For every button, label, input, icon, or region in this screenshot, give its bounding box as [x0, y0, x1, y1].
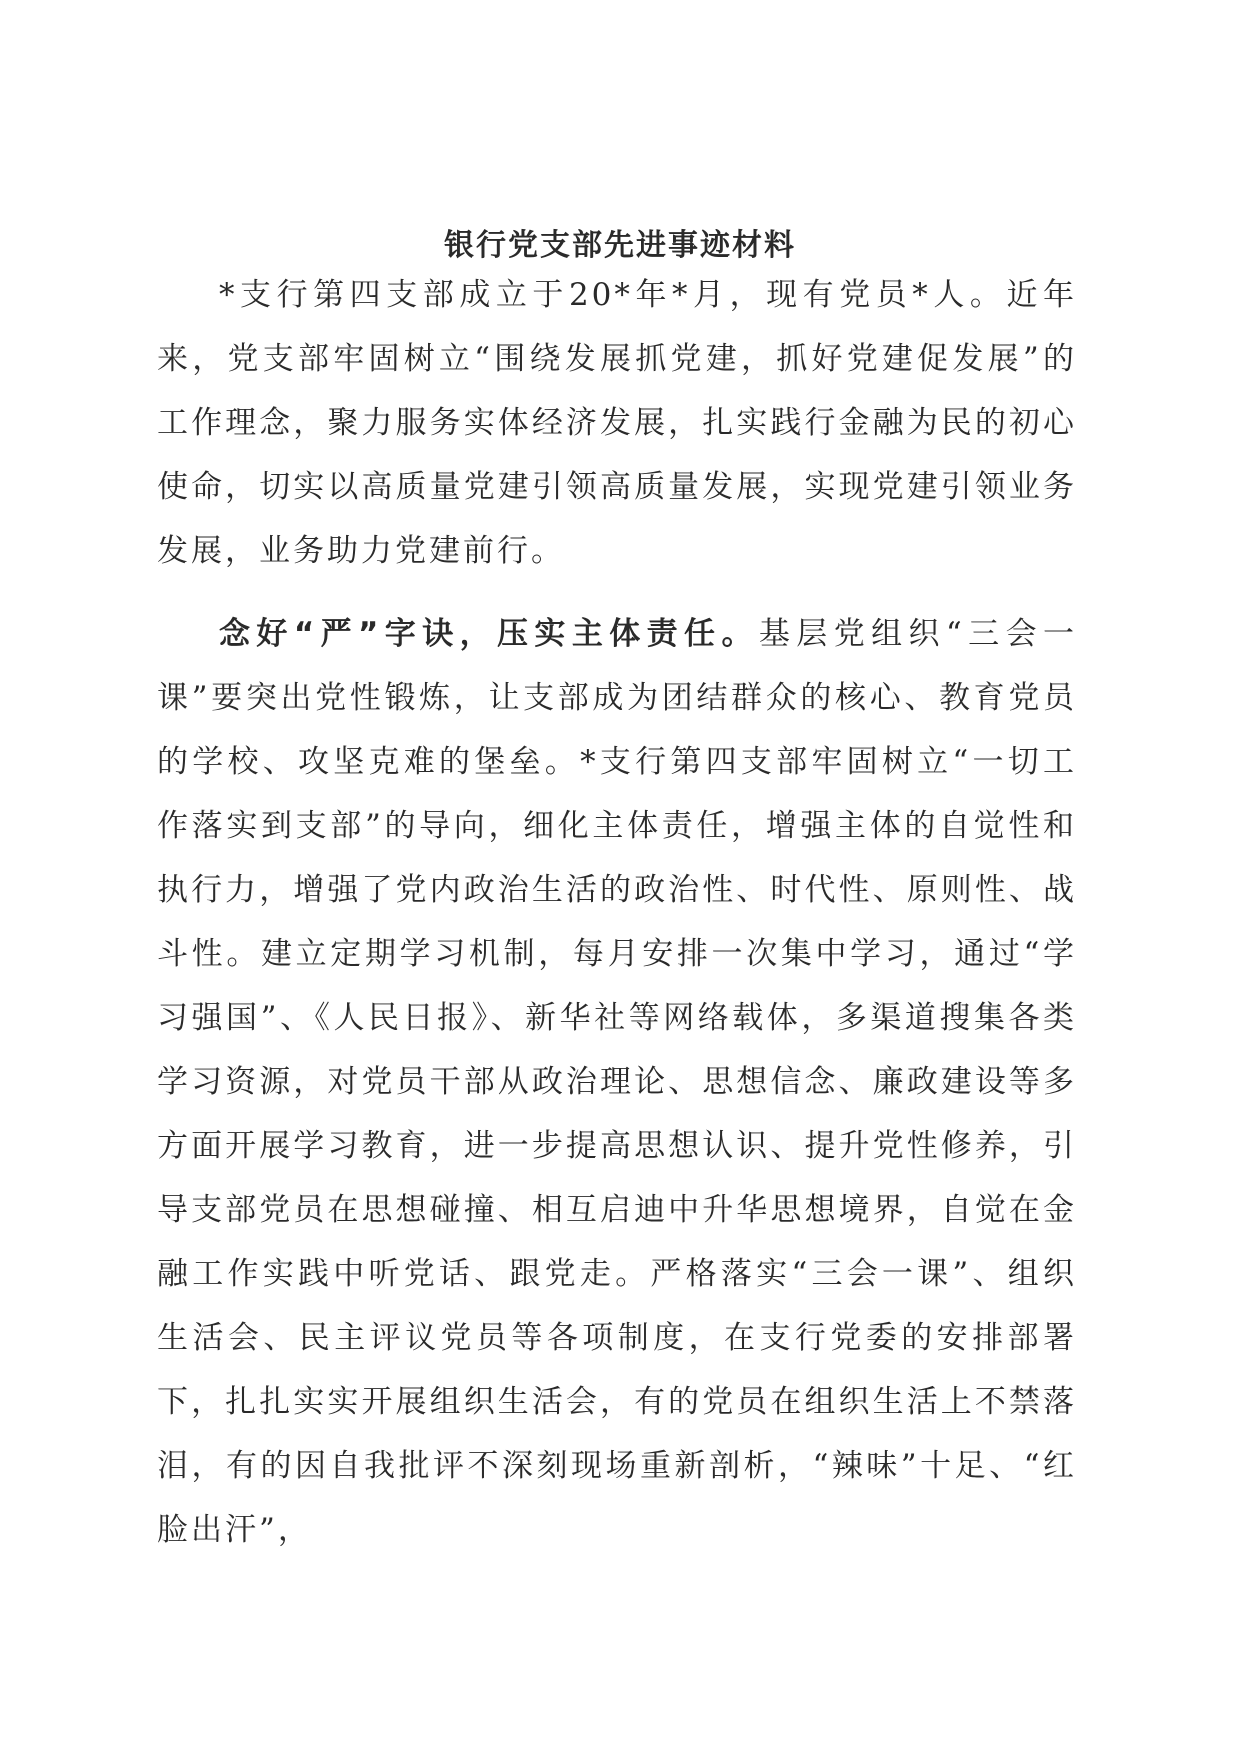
paragraph-body — [157, 602, 1077, 1562]
paragraph-text: 基层党组织“三会一课”要突出党性锻炼，让支部成为团结群众的核心、教育党员的学校、攻坚克难的堡垒。*支行第四支部牢固树立“一切工作落实到支部”的导向，细化主体责任，增强主体的自觉性和执行力，增强了党内政治生活的政治性、时代性、原则性、战斗性。建立定期学习机制，每月安排一次集中学习，通过“学习强国”、《人民日报》、新华社等网络载体，多渠道搜集各类学习资源，对党员干部从政治理论、思想信念、廉政建设等多方面开展学习教育，进一步提高思想认识、提升党性修养，引导支部党员在思想碰撞、相互启迪中升华思想境界，自觉在金融工作实践中听党话、跟党走。严格落实“三会一课”、组织生活会、民主评议党员等各项制度，在支行党委的安排部署下，扎扎实实开展组织生活会，有的党员在组织生活上不禁落泪，有的因自我批评不深刻现场重新剖析，“辣味”十足、“红脸出汗”， — [157, 616, 1077, 1548]
paragraph-responsibility — [157, 602, 1077, 1562]
paragraph-lead-heading: 念好“严”字诀，压实主体责任。 — [219, 616, 759, 652]
paragraph-intro — [157, 263, 1077, 583]
paragraph-text: *支行第四支部成立于20*年*月，现有党员*人。近年来，党支部牢固树立“围绕发展抓党建，抓好党建促发展”的工作理念，聚力服务实体经济发展，扎实践行金融为民的初心使命，切实以高质量党建引领高质量发展，实现党建引领业务发展，业务助力党建前行。 — [157, 277, 1077, 569]
document-title: 银行党支部先进事迹材料 — [444, 228, 796, 263]
